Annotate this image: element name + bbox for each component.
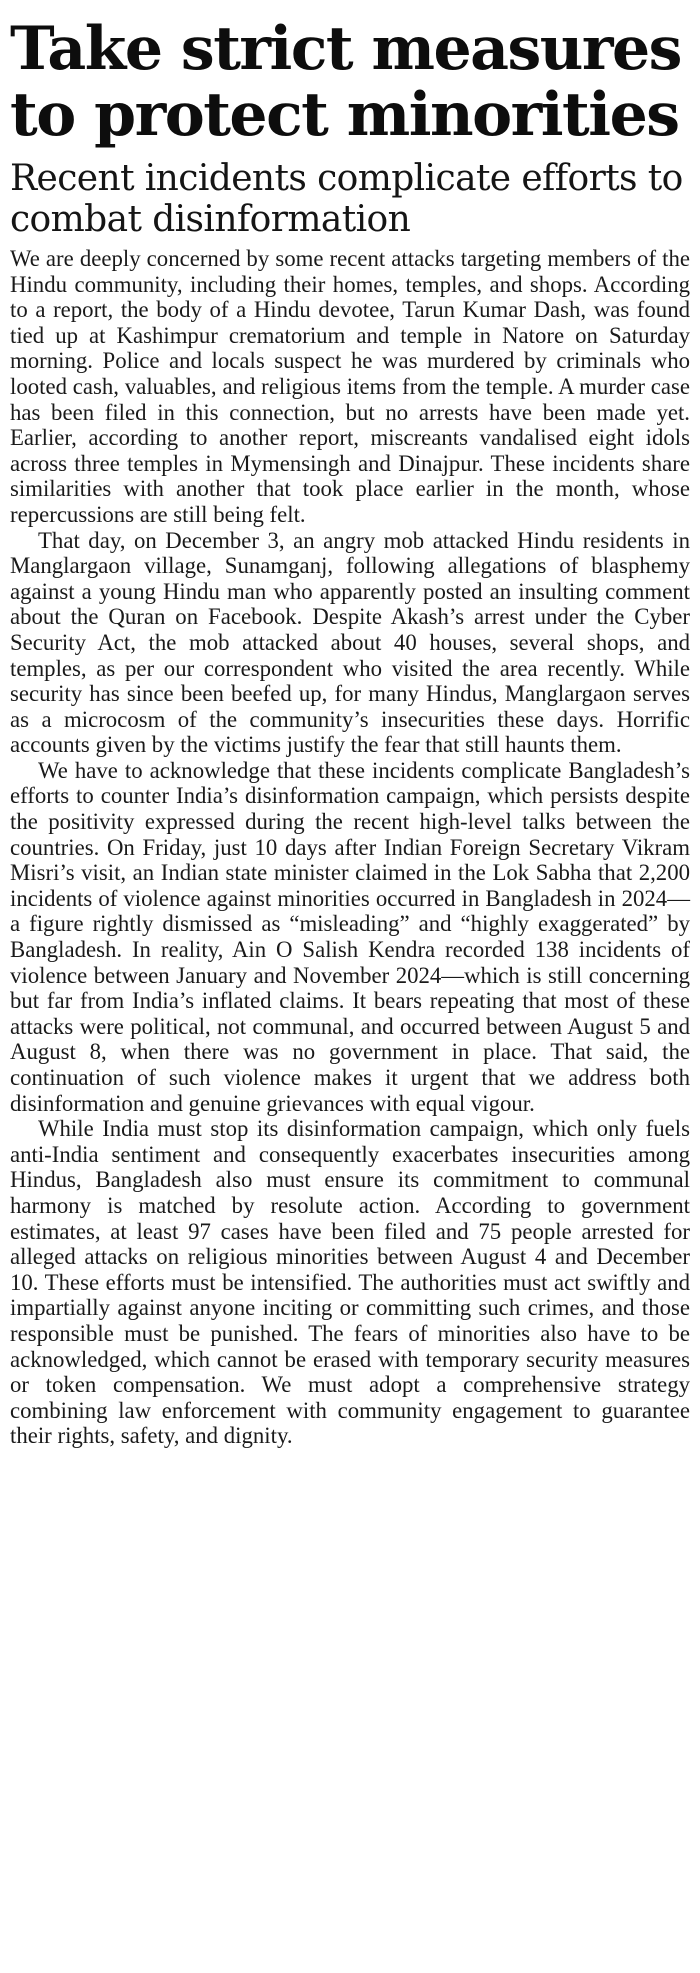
subheadline: Recent incidents complicate efforts to combat disinformation: [10, 158, 683, 240]
article-body: [10, 246, 690, 1449]
paragraph-4: While India must stop its disinformation campaign, which only fuels anti-India sentiment and consequently exacerbates insecurities among Hindus, Bangladesh also must ensure its commitment to communal harmony is matched by resolute action. According to government estimates, at least 97 cases have been filed and 75 people arrested for alleged attacks on religious minorities between August 4 and December 10. These efforts must be intensified. The authorities must act swiftly and impartially against anyone inciting or committing such crimes, and those responsible must be punished. The fears of minorities also have to be acknowledged, which cannot be erased with temporary security measures or token compensation. We must adopt a comprehensive strategy combining law enforcement with community engagement to guarantee their rights, safety, and dignity.: [10, 1116, 690, 1449]
paragraph-3: We have to acknowledge that these incidents complicate Bangladesh’s efforts to counter India’s disinformation campaign, which persists despite the positivity expressed during the recent high-level talks between the countries. On Friday, just 10 days after Indian Foreign Secretary Vikram Misri’s visit, an Indian state minister claimed in the Lok Sabha that 2,200 incidents of violence against minorities occurred in Bangladesh in 2024—a figure rightly dismissed as “misleading” and “highly exaggerated” by Bangladesh. In reality, Ain O Salish Kendra recorded 138 incidents of violence between January and November 2024—which is still concerning but far from India’s inflated claims. It bears repeating that most of these attacks were political, not communal, and occurred between August 5 and August 8, when there was no government in place. That said, the continuation of such violence makes it urgent that we address both disinformation and genuine grievances with equal vigour.: [10, 757, 690, 1116]
headline: Take strict measures to protect minorities: [10, 14, 681, 150]
paragraph-2: That day, on December 3, an angry mob attacked Hindu residents in Manglargaon village, Sunamganj, following allegations of blasphemy against a young Hindu man who apparently posted an insulting comment about the Quran on Facebook. Despite Akash’s arrest under the Cyber Security Act, the mob attacked about 40 houses, several shops, and temples, as per our correspondent who visited the area recently. While security has since been beefed up, for many Hindus, Manglargaon serves as a microcosm of the community’s insecurities these days. Horrific accounts given by the victims justify the fear that still haunts them.: [10, 527, 690, 758]
paragraph-1: We are deeply concerned by some recent attacks targeting members of the Hindu community, including their homes, temples, and shops. According to a report, the body of a Hindu devotee, Tarun Kumar Dash, was found tied up at Kashimpur crematorium and temple in Natore on Saturday morning. Police and locals suspect he was murdered by criminals who looted cash, valuables, and religious items from the temple. A murder case has been filed in this connection, but no arrests have been made yet. Earlier, according to another report, miscreants vandalised eight idols across three temples in Mymensingh and Dinajpur. These incidents share similarities with another that took place earlier in the month, whose repercussions are still being felt.: [10, 246, 690, 527]
